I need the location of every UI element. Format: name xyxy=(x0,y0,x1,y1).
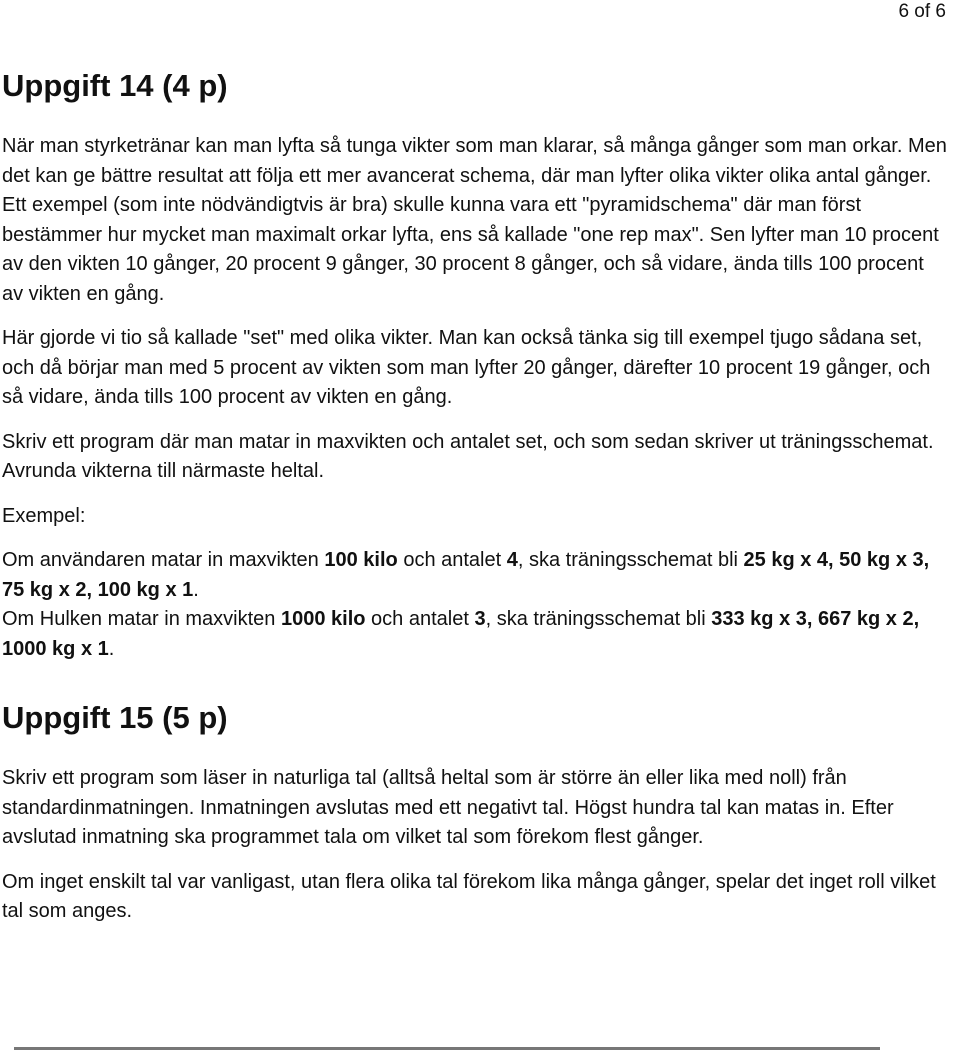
example-2-schedule: 333 kg x 3, 667 kg x 2, 1000 kg x 1 xyxy=(2,608,920,660)
example-1-set-count: 4 xyxy=(506,549,518,571)
example-2-text-2: och antalet xyxy=(365,608,475,630)
task14-title: Uppgift 14 (4 p) xyxy=(2,68,228,103)
task14-paragraph-3: Skriv ett program där man matar in maxvikten och antalet set, och som sedan skriver ut träningsschemat. Avrunda vikterna till närmaste heltal. xyxy=(2,430,934,482)
task15-paragraph-2: Om inget enskilt tal var vanligast, utan flera olika tal förekom lika många gånger, spelar det inget roll vilket tal som anges. xyxy=(2,870,936,922)
example-1-text-2: och antalet xyxy=(397,549,507,571)
example-1-text-1: Om användaren matar in maxvikten xyxy=(2,549,325,571)
task14-paragraph-2: Här gjorde vi tio så kallade "set" med olika vikter. Man kan också tänka sig till exempel tjugo sådana set, och då börjar man med 5 procent av vikten som man lyfter 20 gånger, därefter 10 procent 19 gånger, och så vidare, ända tills 100 procent av vikten en gång. xyxy=(2,327,931,408)
example-2-max-weight: 1000 kilo xyxy=(280,608,366,630)
example-2-text-4: . xyxy=(108,637,115,660)
example-1-text-3: , ska träningsschemat bli xyxy=(517,549,744,571)
document-body xyxy=(2,64,950,927)
example-1-schedule: 25 kg x 4, 50 kg x 3, 75 kg x 2, 100 kg x 1 xyxy=(2,549,930,601)
example-1-text-4: . xyxy=(193,578,199,601)
example-2-text-1: Om Hulken matar in maxvikten xyxy=(2,608,281,630)
task15-paragraph-1: Skriv ett program som läser in naturliga tal (alltså heltal som är större än eller lika med noll) från standardinmatningen. Inmatningen avslutas med ett negativt tal. Högst hundra tal kan matas in. Efter avslutad inmatning ska programmet tala om vilket tal som förekom flest gånger. xyxy=(2,767,894,848)
page-number: 6 of 6 xyxy=(898,1,946,22)
example-1 xyxy=(2,546,950,605)
footer-divider xyxy=(14,1047,880,1050)
task14-paragraph-1: När man styrketränar kan man lyfta så tunga vikter som man klarar, så många gånger som man orkar. Men det kan ge bättre resultat att följa ett mer avancerat schema, där man lyfter olika vikter olika antal gånger. Ett exempel (som inte nödvändigtvis är bra) skulle kunna vara ett "pyramidschema" där man först bestämmer hur mycket man maximalt orkar lyfta, ens så kallade "one rep max". Sen lyfter man 10 procent av den vikten 10 gånger, 20 procent 9 gånger, 30 procent 8 gånger, och så vidare, ända tills 100 procent av vikten en gång. xyxy=(2,135,947,305)
task15-title: Uppgift 15 (5 p) xyxy=(2,700,228,735)
example-1-max-weight: 100 kilo xyxy=(324,549,398,571)
example-2 xyxy=(2,605,950,664)
example-2-set-count: 3 xyxy=(474,608,486,630)
example-label: Exempel: xyxy=(2,504,86,527)
example-2-text-3: , ska träningsschemat bli xyxy=(485,608,712,630)
